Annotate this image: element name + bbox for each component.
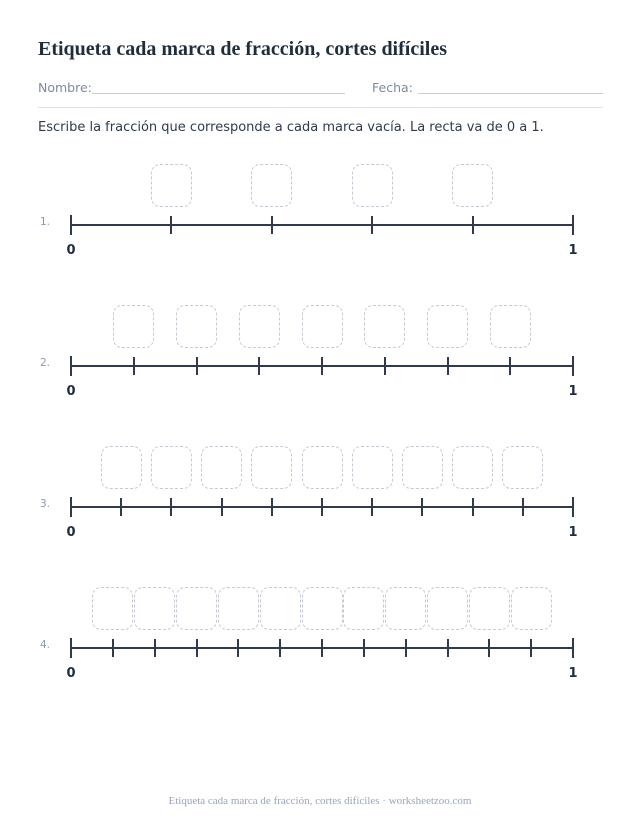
end-tick	[572, 497, 574, 517]
answer-box[interactable]	[176, 587, 217, 630]
fraction-tick	[522, 498, 524, 516]
answer-box[interactable]	[490, 305, 531, 348]
start-label: 0	[66, 666, 76, 681]
fraction-tick	[530, 639, 532, 657]
answer-box[interactable]	[452, 164, 493, 207]
answer-box[interactable]	[427, 587, 468, 630]
date-label: Fecha:	[372, 80, 413, 95]
worksheet-title: Etiqueta cada marca de fracción, cortes difíciles	[38, 38, 447, 60]
fraction-tick	[170, 216, 172, 234]
fraction-tick	[271, 498, 273, 516]
fraction-tick	[170, 498, 172, 516]
fraction-tick	[196, 639, 198, 657]
fraction-tick	[472, 498, 474, 516]
answer-box[interactable]	[352, 164, 393, 207]
fraction-tick	[321, 357, 323, 375]
instructions: Escribe la fracción que corresponde a cada marca vacía. La recta va de 0 a 1.	[38, 120, 544, 135]
answer-box[interactable]	[469, 587, 510, 630]
end-label: 1	[568, 243, 578, 258]
fraction-tick	[321, 639, 323, 657]
fraction-tick	[371, 498, 373, 516]
problem-number: 2.	[40, 357, 51, 369]
end-label: 1	[568, 525, 578, 540]
header-divider	[38, 107, 603, 108]
fraction-tick	[405, 639, 407, 657]
answer-box[interactable]	[113, 305, 154, 348]
fraction-tick	[120, 498, 122, 516]
fraction-tick	[154, 639, 156, 657]
answer-box[interactable]	[151, 164, 192, 207]
fraction-tick	[488, 639, 490, 657]
answer-box[interactable]	[502, 446, 543, 489]
fraction-tick	[447, 639, 449, 657]
fraction-tick	[271, 216, 273, 234]
fraction-tick	[421, 498, 423, 516]
answer-box[interactable]	[134, 587, 175, 630]
end-tick	[70, 638, 72, 658]
fraction-tick	[509, 357, 511, 375]
answer-box[interactable]	[302, 446, 343, 489]
fraction-tick	[258, 357, 260, 375]
answer-box[interactable]	[511, 587, 552, 630]
answer-box[interactable]	[302, 305, 343, 348]
end-tick	[70, 356, 72, 376]
answer-box[interactable]	[260, 587, 301, 630]
answer-box[interactable]	[364, 305, 405, 348]
start-label: 0	[66, 243, 76, 258]
fraction-tick	[371, 216, 373, 234]
number-line-problem	[0, 446, 640, 556]
answer-box[interactable]	[251, 164, 292, 207]
fraction-tick	[447, 357, 449, 375]
number-line-problem	[0, 164, 640, 274]
end-tick	[572, 638, 574, 658]
footer: Etiqueta cada marca de fracción, cortes difíciles · worksheetzoo.com	[168, 795, 472, 807]
fraction-tick	[196, 357, 198, 375]
name-field[interactable]	[92, 93, 345, 94]
name-label: Nombre:	[38, 80, 92, 95]
answer-box[interactable]	[452, 446, 493, 489]
fraction-tick	[133, 357, 135, 375]
answer-box[interactable]	[402, 446, 443, 489]
end-tick	[70, 497, 72, 517]
answer-box[interactable]	[352, 446, 393, 489]
end-tick	[572, 356, 574, 376]
fraction-tick	[221, 498, 223, 516]
start-label: 0	[66, 525, 76, 540]
answer-box[interactable]	[176, 305, 217, 348]
end-tick	[572, 215, 574, 235]
end-label: 1	[568, 666, 578, 681]
answer-box[interactable]	[239, 305, 280, 348]
answer-box[interactable]	[101, 446, 142, 489]
number-line-problem	[0, 305, 640, 415]
fraction-tick	[363, 639, 365, 657]
date-field[interactable]	[418, 93, 603, 94]
start-label: 0	[66, 384, 76, 399]
fraction-tick	[321, 498, 323, 516]
end-tick	[70, 215, 72, 235]
number-line-axis	[71, 224, 573, 226]
answer-box[interactable]	[251, 446, 292, 489]
end-label: 1	[568, 384, 578, 399]
answer-box[interactable]	[92, 587, 133, 630]
fraction-tick	[384, 357, 386, 375]
problem-number: 4.	[40, 639, 51, 651]
fraction-tick	[237, 639, 239, 657]
fraction-tick	[472, 216, 474, 234]
fraction-tick	[279, 639, 281, 657]
answer-box[interactable]	[201, 446, 242, 489]
answer-box[interactable]	[427, 305, 468, 348]
number-line-problem	[0, 587, 640, 697]
fraction-tick	[112, 639, 114, 657]
answer-box[interactable]	[151, 446, 192, 489]
answer-box[interactable]	[343, 587, 384, 630]
problem-number: 1.	[40, 216, 51, 228]
answer-box[interactable]	[302, 587, 343, 630]
answer-box[interactable]	[385, 587, 426, 630]
answer-box[interactable]	[218, 587, 259, 630]
problem-number: 3.	[40, 498, 51, 510]
